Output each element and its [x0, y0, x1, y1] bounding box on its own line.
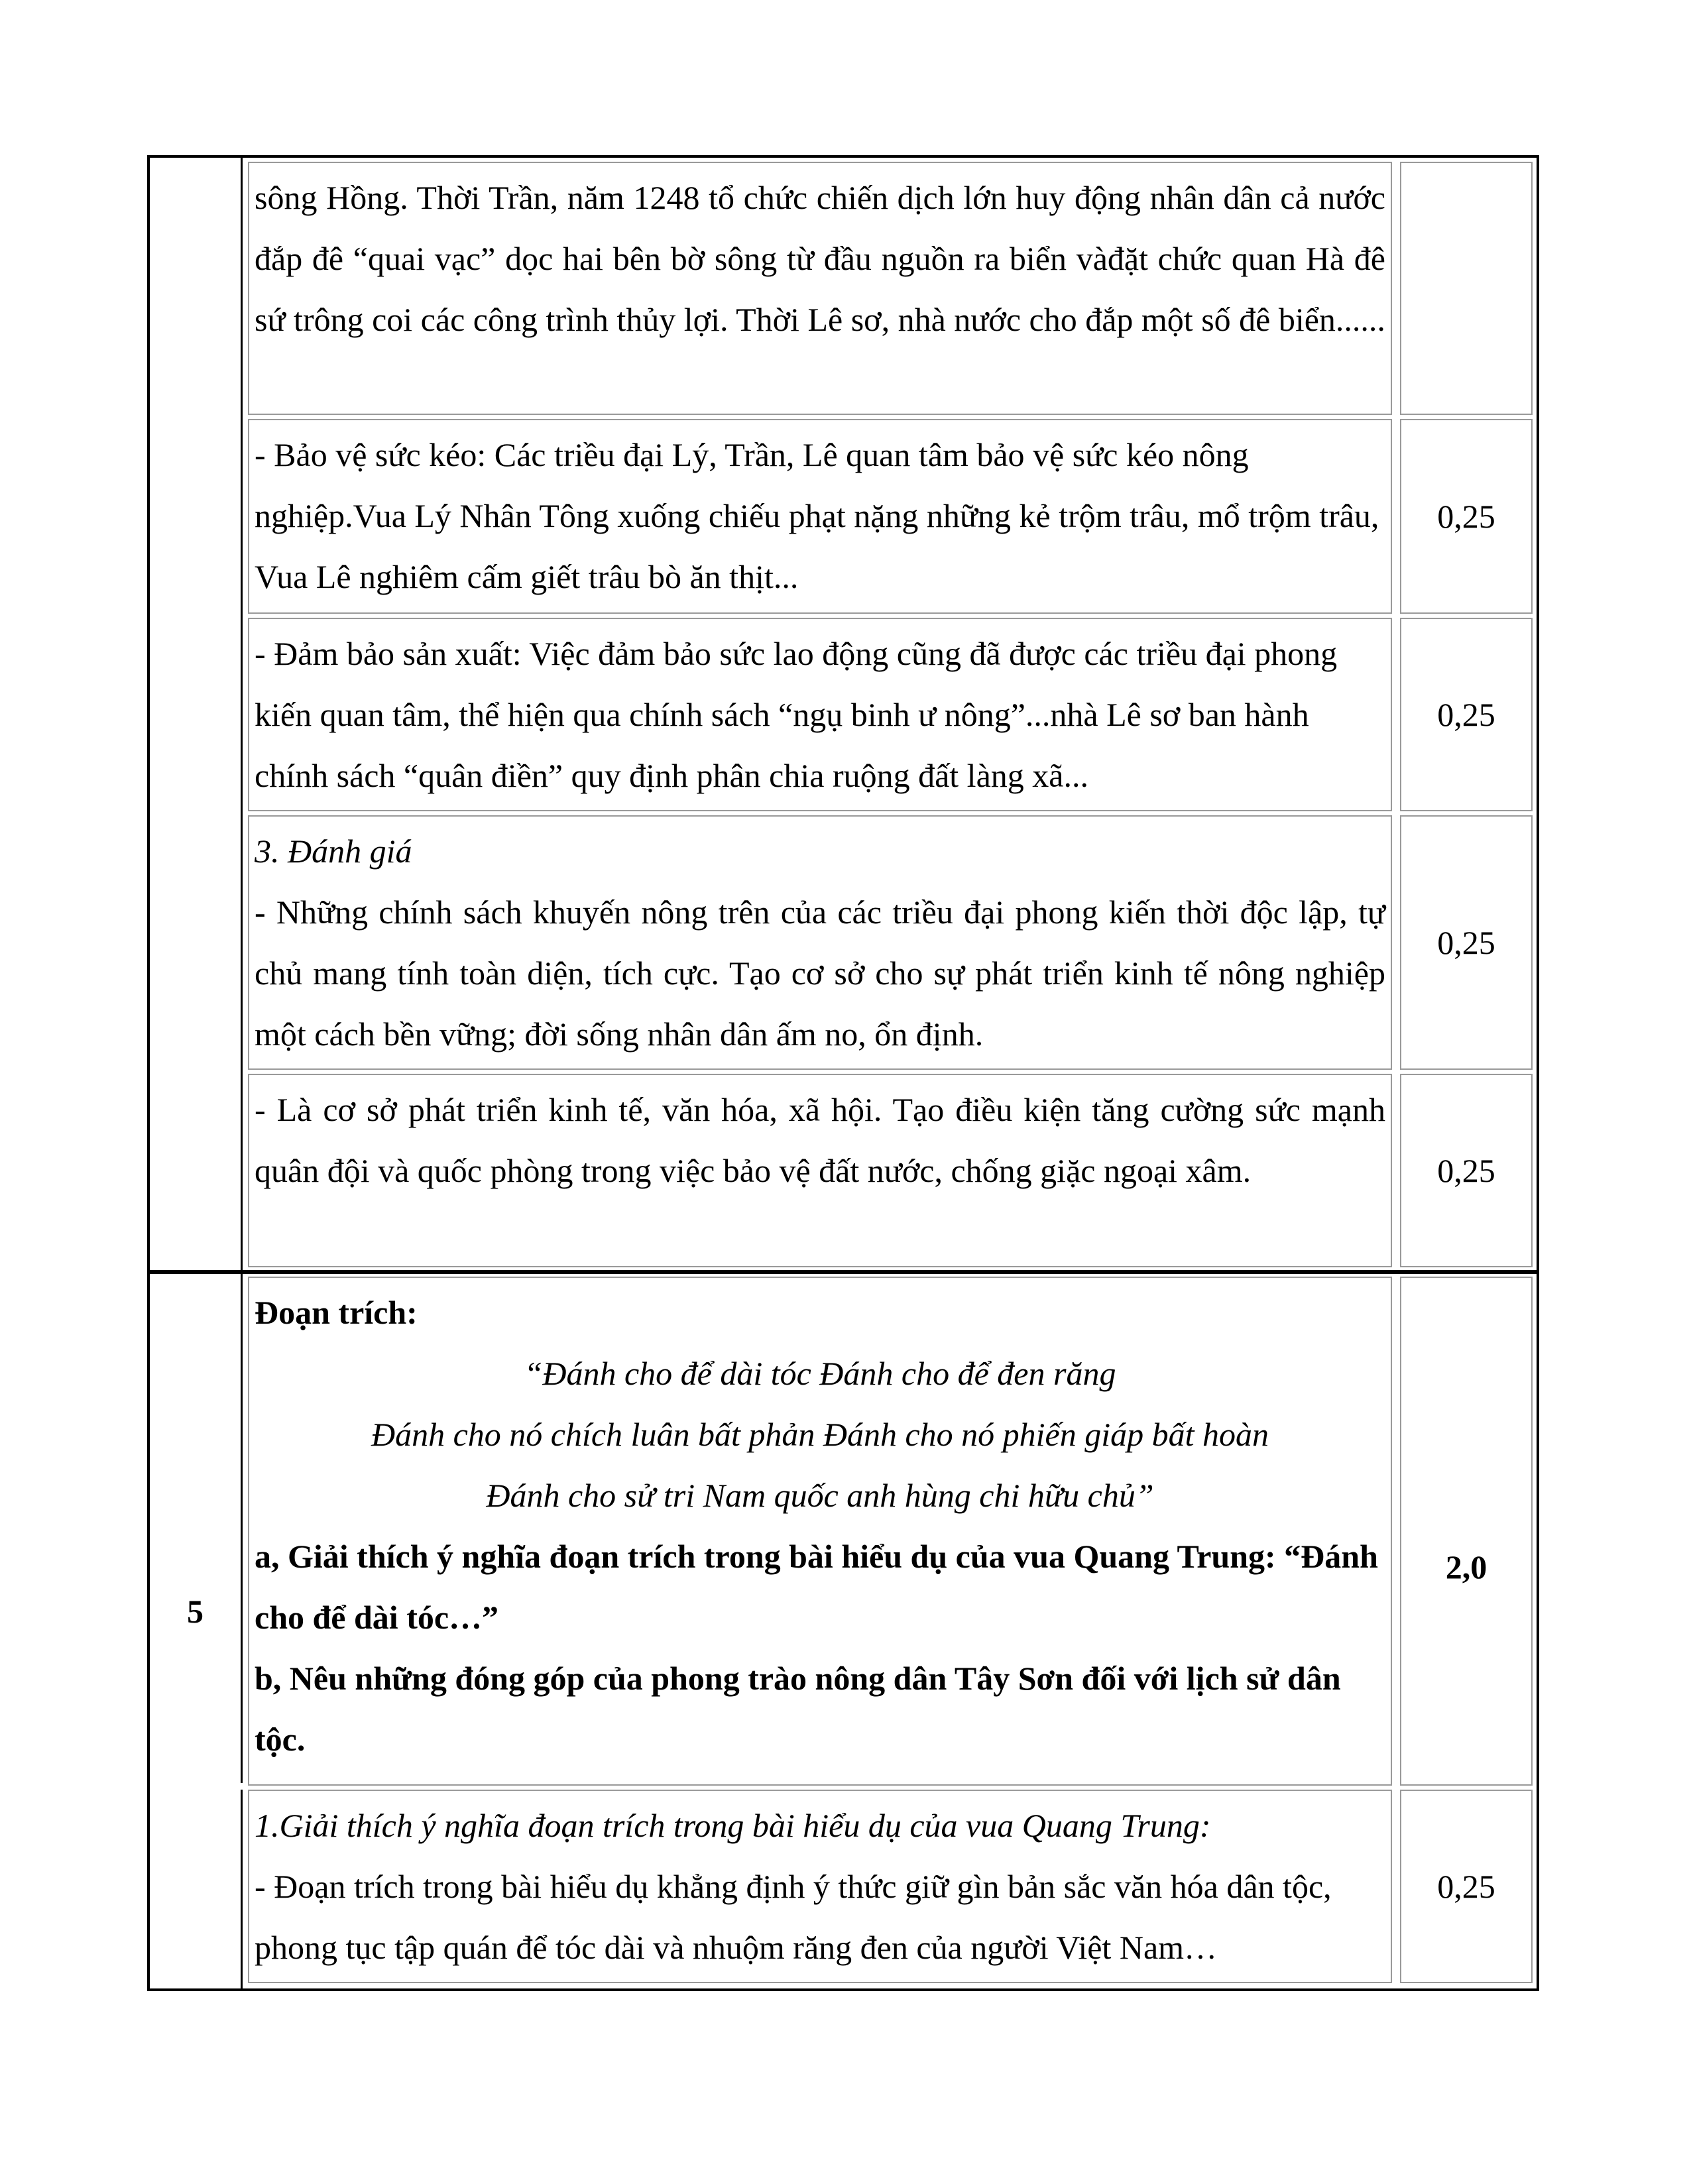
question-text-column	[243, 1273, 1396, 1790]
excerpt-label: Đoạn trích:	[255, 1294, 418, 1331]
question-part-b: b, Nêu những đóng góp của phong trào nông dân Tây Sơn đối với lịch sử dân tộc.	[255, 1660, 1341, 1758]
question-number-cell	[150, 419, 243, 618]
answer-text-cell: - Bảo vệ sức kéo: Các triều đại Lý, Trần, Lê quan tâm bảo vệ sức kéo nông nghiệp.Vua Lý Nhân Tông xuống chiếu phạt nặng những kẻ trộm trâu, mổ trộm trâu, Vua Lê nghiêm cấm giết trâu bò ăn thịt...	[248, 419, 1392, 614]
table-row	[150, 158, 1537, 419]
question-table-section-5	[147, 1270, 1539, 1991]
answer-text-column	[243, 158, 1396, 419]
question-cell	[248, 1277, 1392, 1786]
score-cell: 0,25	[1400, 1790, 1533, 1983]
score-cell: 0,25	[1400, 618, 1533, 811]
question-number-cell	[150, 1074, 243, 1271]
answer-text-cell: - Đảm bảo sản xuất: Việc đảm bảo sức lao động cũng đã được các triều đại phong kiến quan tâm, thể hiện qua chính sách “ngụ binh ư nông”...nhà Lê sơ ban hành chính sách “quân điền” quy định phân chia ruộng đất làng xã...	[248, 618, 1392, 811]
question-number-cell	[150, 1790, 243, 1988]
section-heading: 3. Đánh giá	[255, 833, 412, 870]
score-column	[1396, 815, 1537, 1074]
question-number-cell	[150, 815, 243, 1074]
excerpt-line: Đánh cho nó chích luân bất phản Đánh cho nó phiến giáp bất hoàn	[371, 1416, 1269, 1453]
score-column	[1396, 1074, 1537, 1271]
score-column	[1396, 1273, 1537, 1790]
answer-text-cell: sông Hồng. Thời Trần, năm 1248 tổ chức chiến dịch lớn huy động nhân dân cả nước đắp đê “quai vạc” dọc hai bên bờ sông từ đầu nguồn ra biển vàđặt chức quan Hà đê sứ trông coi các công trình thủy lợi. Thời Lê sơ, nhà nước cho đắp một số đê biển......	[248, 162, 1392, 415]
excerpt-line: “Đánh cho để dài tóc Đánh cho để đen răng	[524, 1355, 1116, 1392]
question-part-a: a, Giải thích ý nghĩa đoạn trích trong bài hiểu dụ của vua Quang Trung: “Đánh cho để dài tóc…”	[255, 1538, 1378, 1636]
table-row	[150, 1790, 1537, 1988]
answer-text-column	[243, 1790, 1396, 1988]
answer-paragraph: - Những chính sách khuyến nông trên của các triều đại phong kiến thời độc lập, tự chủ mang tính toàn diện, tích cực. Tạo cơ sở cho sự phát triển kinh tế nông nghiệp một cách bền vững; đời sống nhân dân ấm no, ổn định.	[255, 893, 1385, 1053]
table-row	[150, 1074, 1537, 1271]
answer-text-column	[243, 419, 1396, 618]
score-column	[1396, 158, 1537, 419]
section-heading: 1.Giải thích ý nghĩa đoạn trích trong bài hiểu dụ của vua Quang Trung:	[255, 1807, 1211, 1844]
question-number: 5	[187, 1593, 204, 1630]
score-cell	[1400, 162, 1533, 415]
table-row	[150, 815, 1537, 1074]
table-row	[150, 618, 1537, 815]
answer-text-cell	[248, 1790, 1392, 1983]
answer-text-column	[243, 618, 1396, 815]
answer-text-cell	[248, 815, 1392, 1070]
score-column	[1396, 618, 1537, 815]
answer-paragraph: - Đoạn trích trong bài hiểu dụ khẳng định ý thức giữ gìn bản sắc văn hóa dân tộc, phong tục tập quán để tóc dài và nhuộm răng đen của người Việt Nam…	[255, 1868, 1332, 1966]
excerpt-line: Đánh cho sử tri Nam quốc anh hùng chi hữu chủ”	[486, 1477, 1154, 1514]
question-number-cell	[150, 1273, 243, 1783]
table-row	[150, 419, 1537, 618]
answer-text-column	[243, 815, 1396, 1074]
total-score-cell: 2,0	[1400, 1277, 1533, 1786]
score-column	[1396, 419, 1537, 618]
score-cell: 0,25	[1400, 815, 1533, 1070]
table-row	[150, 1273, 1537, 1790]
score-cell: 0,25	[1400, 1074, 1533, 1267]
answer-text-cell: - Là cơ sở phát triển kinh tế, văn hóa, xã hội. Tạo điều kiện tăng cường sức mạnh quân đội và quốc phòng trong việc bảo vệ đất nước, chống giặc ngoại xâm.	[248, 1074, 1392, 1267]
answer-text-column	[243, 1074, 1396, 1271]
question-number-cell	[150, 618, 243, 815]
score-column	[1396, 1790, 1537, 1988]
score-cell: 0,25	[1400, 419, 1533, 614]
question-number-cell	[150, 158, 243, 419]
answer-table-section-4	[147, 155, 1539, 1274]
